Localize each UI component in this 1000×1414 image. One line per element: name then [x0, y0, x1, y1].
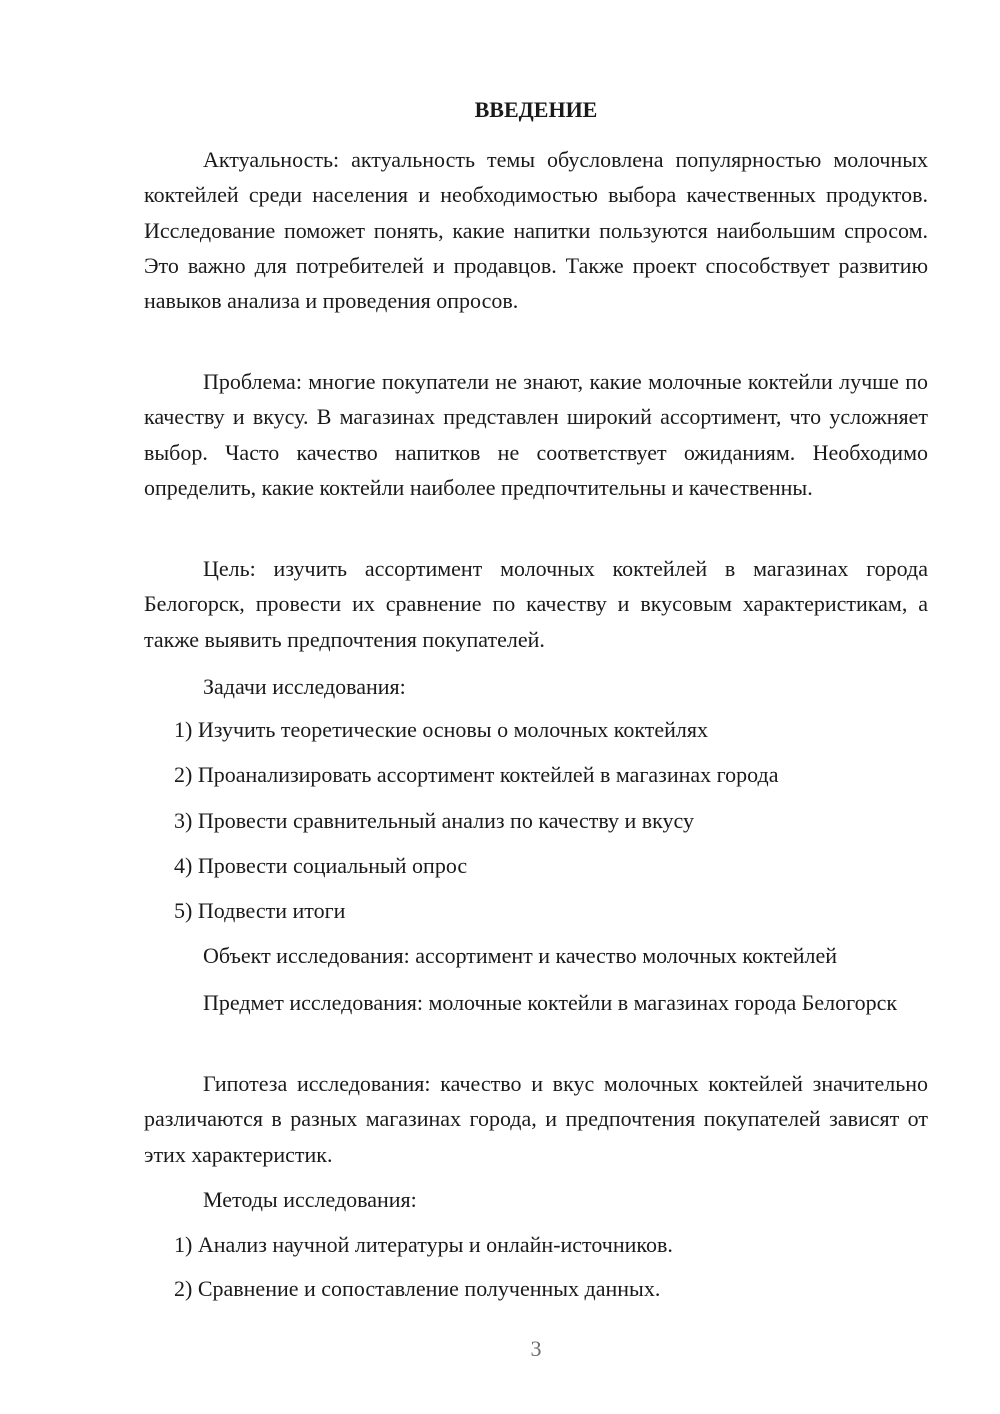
- method-item-2: 2) Сравнение и сопоставление полученных данных.: [174, 1276, 661, 1301]
- task-item-4: 4) Провести социальный опрос: [174, 853, 468, 878]
- task-item-3: 3) Провести сравнительный анализ по качеству и вкусу: [174, 808, 694, 833]
- tasks-title: Задачи исследования:: [203, 674, 406, 699]
- methods-title: Методы исследования:: [203, 1187, 417, 1212]
- section-heading: ВВЕДЕНИЕ: [474, 97, 598, 122]
- task-item-2: 2) Проанализировать ассортимент коктейлей в магазинах города: [174, 762, 779, 787]
- object-paragraph: Объект исследования: ассортимент и качество молочных коктейлей: [203, 943, 838, 968]
- method-item-1: 1) Анализ научной литературы и онлайн-источников.: [174, 1232, 673, 1257]
- task-item-5: 5) Подвести итоги: [174, 898, 346, 923]
- relevance-paragraph: Актуальность: актуальность темы обусловлена популярностью молочных коктейлей среди населения и необходимостью выбора качественных продуктов. Исследование поможет понять, какие напитки пользуются наибольшим спросом. Это важно для потребителей и продавцов. Также проект способствует развитию навыков анализа и проведения опросов.: [144, 147, 928, 314]
- subject-paragraph: Предмет исследования: молочные коктейли в магазинах города Белогорск: [203, 990, 898, 1015]
- hypothesis-paragraph: Гипотеза исследования: качество и вкус молочных коктейлей значительно различаются в разных магазинах города, и предпочтения покупателей зависят от этих характеристик.: [144, 1071, 928, 1167]
- task-item-1: 1) Изучить теоретические основы о молочных коктейлях: [174, 717, 708, 742]
- goal-paragraph: Цель: изучить ассортимент молочных коктейлей в магазинах города Белогорск, провести их сравнение по качеству и вкусовым характеристикам, а также выявить предпочтения покупателей.: [144, 556, 928, 652]
- page-number: 3: [530, 1336, 542, 1361]
- problem-paragraph: Проблема: многие покупатели не знают, какие молочные коктейли лучше по качеству и вкусу. В магазинах представлен широкий ассортимент, что усложняет выбор. Часто качество напитков не соответствует ожиданиям. Необходимо определить, какие коктейли наиболее предпочтительны и качественны.: [144, 369, 928, 500]
